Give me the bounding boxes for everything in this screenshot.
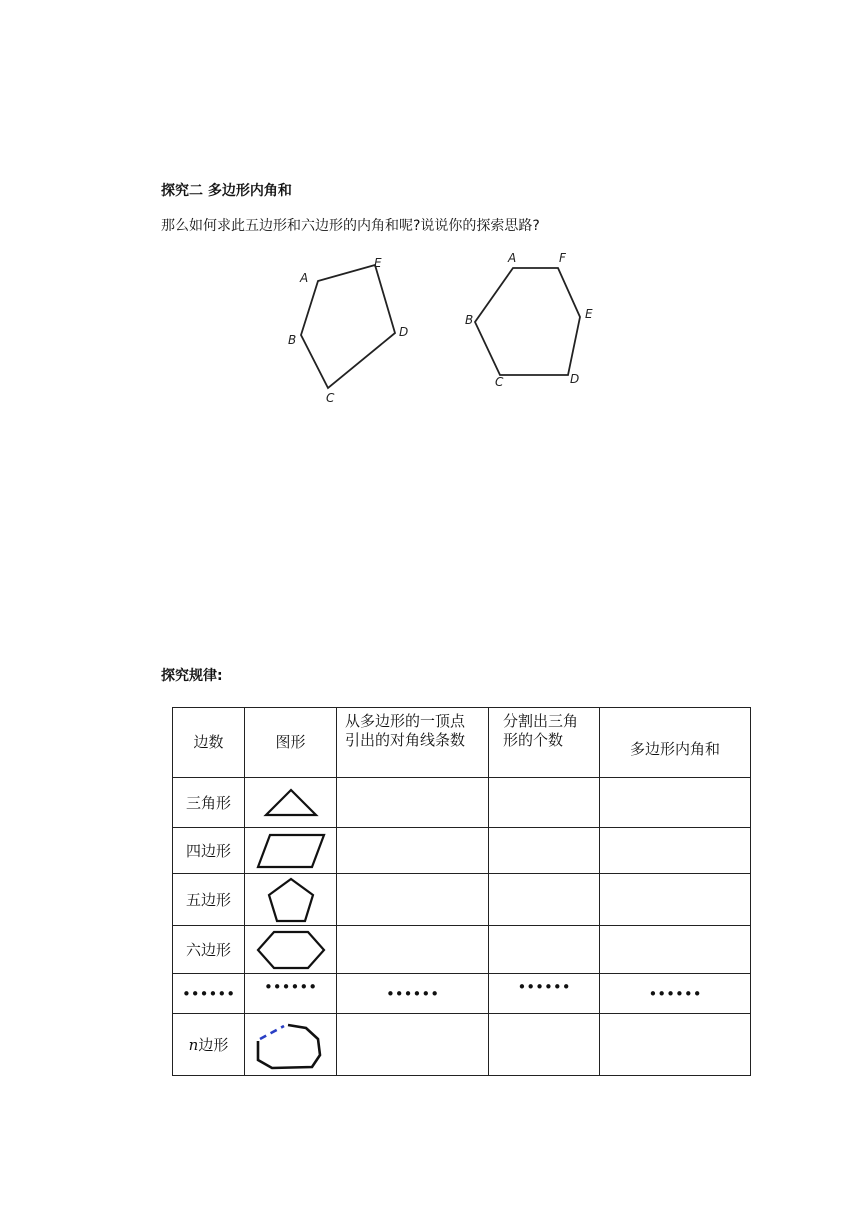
parallelogram-figure-cell	[245, 828, 337, 874]
header-triangles	[489, 708, 600, 778]
header-diagonals-line1: 从多边形的一顶点	[345, 712, 466, 730]
section-title: 探究二 多边形内角和	[161, 183, 292, 199]
row-name-hexagon: 六边形	[173, 926, 245, 974]
pentagon-label-d: D	[399, 325, 409, 339]
hexagon-shape	[475, 268, 580, 375]
header-sides: 边数	[173, 708, 245, 778]
n-gon-figure-cell	[245, 1014, 337, 1076]
cell-blank[interactable]	[600, 778, 751, 828]
header-diagonals	[337, 708, 489, 778]
cell-blank[interactable]	[489, 778, 600, 828]
header-triangles-line2: 形的个数	[503, 731, 564, 749]
cell-blank[interactable]	[489, 828, 600, 874]
cell-blank[interactable]	[600, 828, 751, 874]
table-row	[173, 1014, 751, 1076]
ellipsis-diagonals: ••••••	[337, 974, 489, 1014]
pentagon-label-c: C	[326, 391, 335, 405]
cell-blank[interactable]	[337, 778, 489, 828]
cell-blank[interactable]	[337, 1014, 489, 1076]
ellipsis-figure: ••••••	[245, 974, 337, 1014]
ellipsis-angle-sum: ••••••	[600, 974, 751, 1014]
pentagon-shape	[301, 265, 395, 388]
table-row	[173, 874, 751, 926]
hexagon-label-e: E	[585, 307, 593, 321]
row-name-quadrilateral: 四边形	[173, 828, 245, 874]
hexagon-figure-cell	[245, 926, 337, 974]
header-diagonals-line2: 引出的对角线条数	[345, 731, 466, 749]
cell-blank[interactable]	[489, 926, 600, 974]
row-name-pentagon: 五边形	[173, 874, 245, 926]
cell-blank[interactable]	[489, 874, 600, 926]
triangle-icon	[261, 786, 321, 820]
pentagon-label-b: B	[288, 333, 297, 347]
hexagon-label-b: B	[465, 313, 474, 327]
hexagon-icon	[254, 929, 328, 971]
hexagon-label-d: D	[570, 372, 580, 386]
ellipsis-triangles: ••••••	[489, 974, 600, 1014]
polygon-figures	[280, 245, 610, 410]
pentagon-figure-cell	[245, 874, 337, 926]
triangle-figure-cell	[245, 778, 337, 828]
pentagon-label-e: E	[374, 256, 382, 270]
rule-title: 探究规律:	[161, 668, 223, 684]
hexagon-label-c: C	[495, 375, 504, 389]
table-row	[173, 926, 751, 974]
cell-blank[interactable]	[337, 926, 489, 974]
n-gon-suffix: 边形	[198, 1036, 229, 1054]
hexagon-label-a: A	[508, 251, 517, 265]
n-gon-icon	[254, 1019, 328, 1071]
rules-table-container	[172, 707, 751, 1076]
header-triangles-line1: 分割出三角	[503, 712, 579, 730]
table-row	[173, 974, 751, 1014]
row-name-n-gon	[173, 1014, 245, 1076]
pentagon-label-a: A	[300, 271, 309, 285]
cell-blank[interactable]	[337, 828, 489, 874]
cell-blank[interactable]	[489, 1014, 600, 1076]
table-header-row	[173, 708, 751, 778]
pentagon-icon	[263, 876, 319, 924]
cell-blank[interactable]	[600, 1014, 751, 1076]
header-figure: 图形	[245, 708, 337, 778]
n-variable: n	[188, 1036, 199, 1054]
parallelogram-icon	[254, 832, 328, 870]
table-row	[173, 778, 751, 828]
ellipsis-sides: ••••••	[173, 974, 245, 1014]
question-text: 那么如何求此五边形和六边形的内角和呢?说说你的探索思路?	[161, 218, 540, 234]
table-row	[173, 828, 751, 874]
hexagon-label-f: F	[559, 251, 566, 265]
header-angle-sum: 多边形内角和	[600, 708, 751, 778]
cell-blank[interactable]	[600, 874, 751, 926]
cell-blank[interactable]	[600, 926, 751, 974]
cell-blank[interactable]	[337, 874, 489, 926]
rules-table	[172, 707, 751, 1076]
row-name-triangle: 三角形	[173, 778, 245, 828]
